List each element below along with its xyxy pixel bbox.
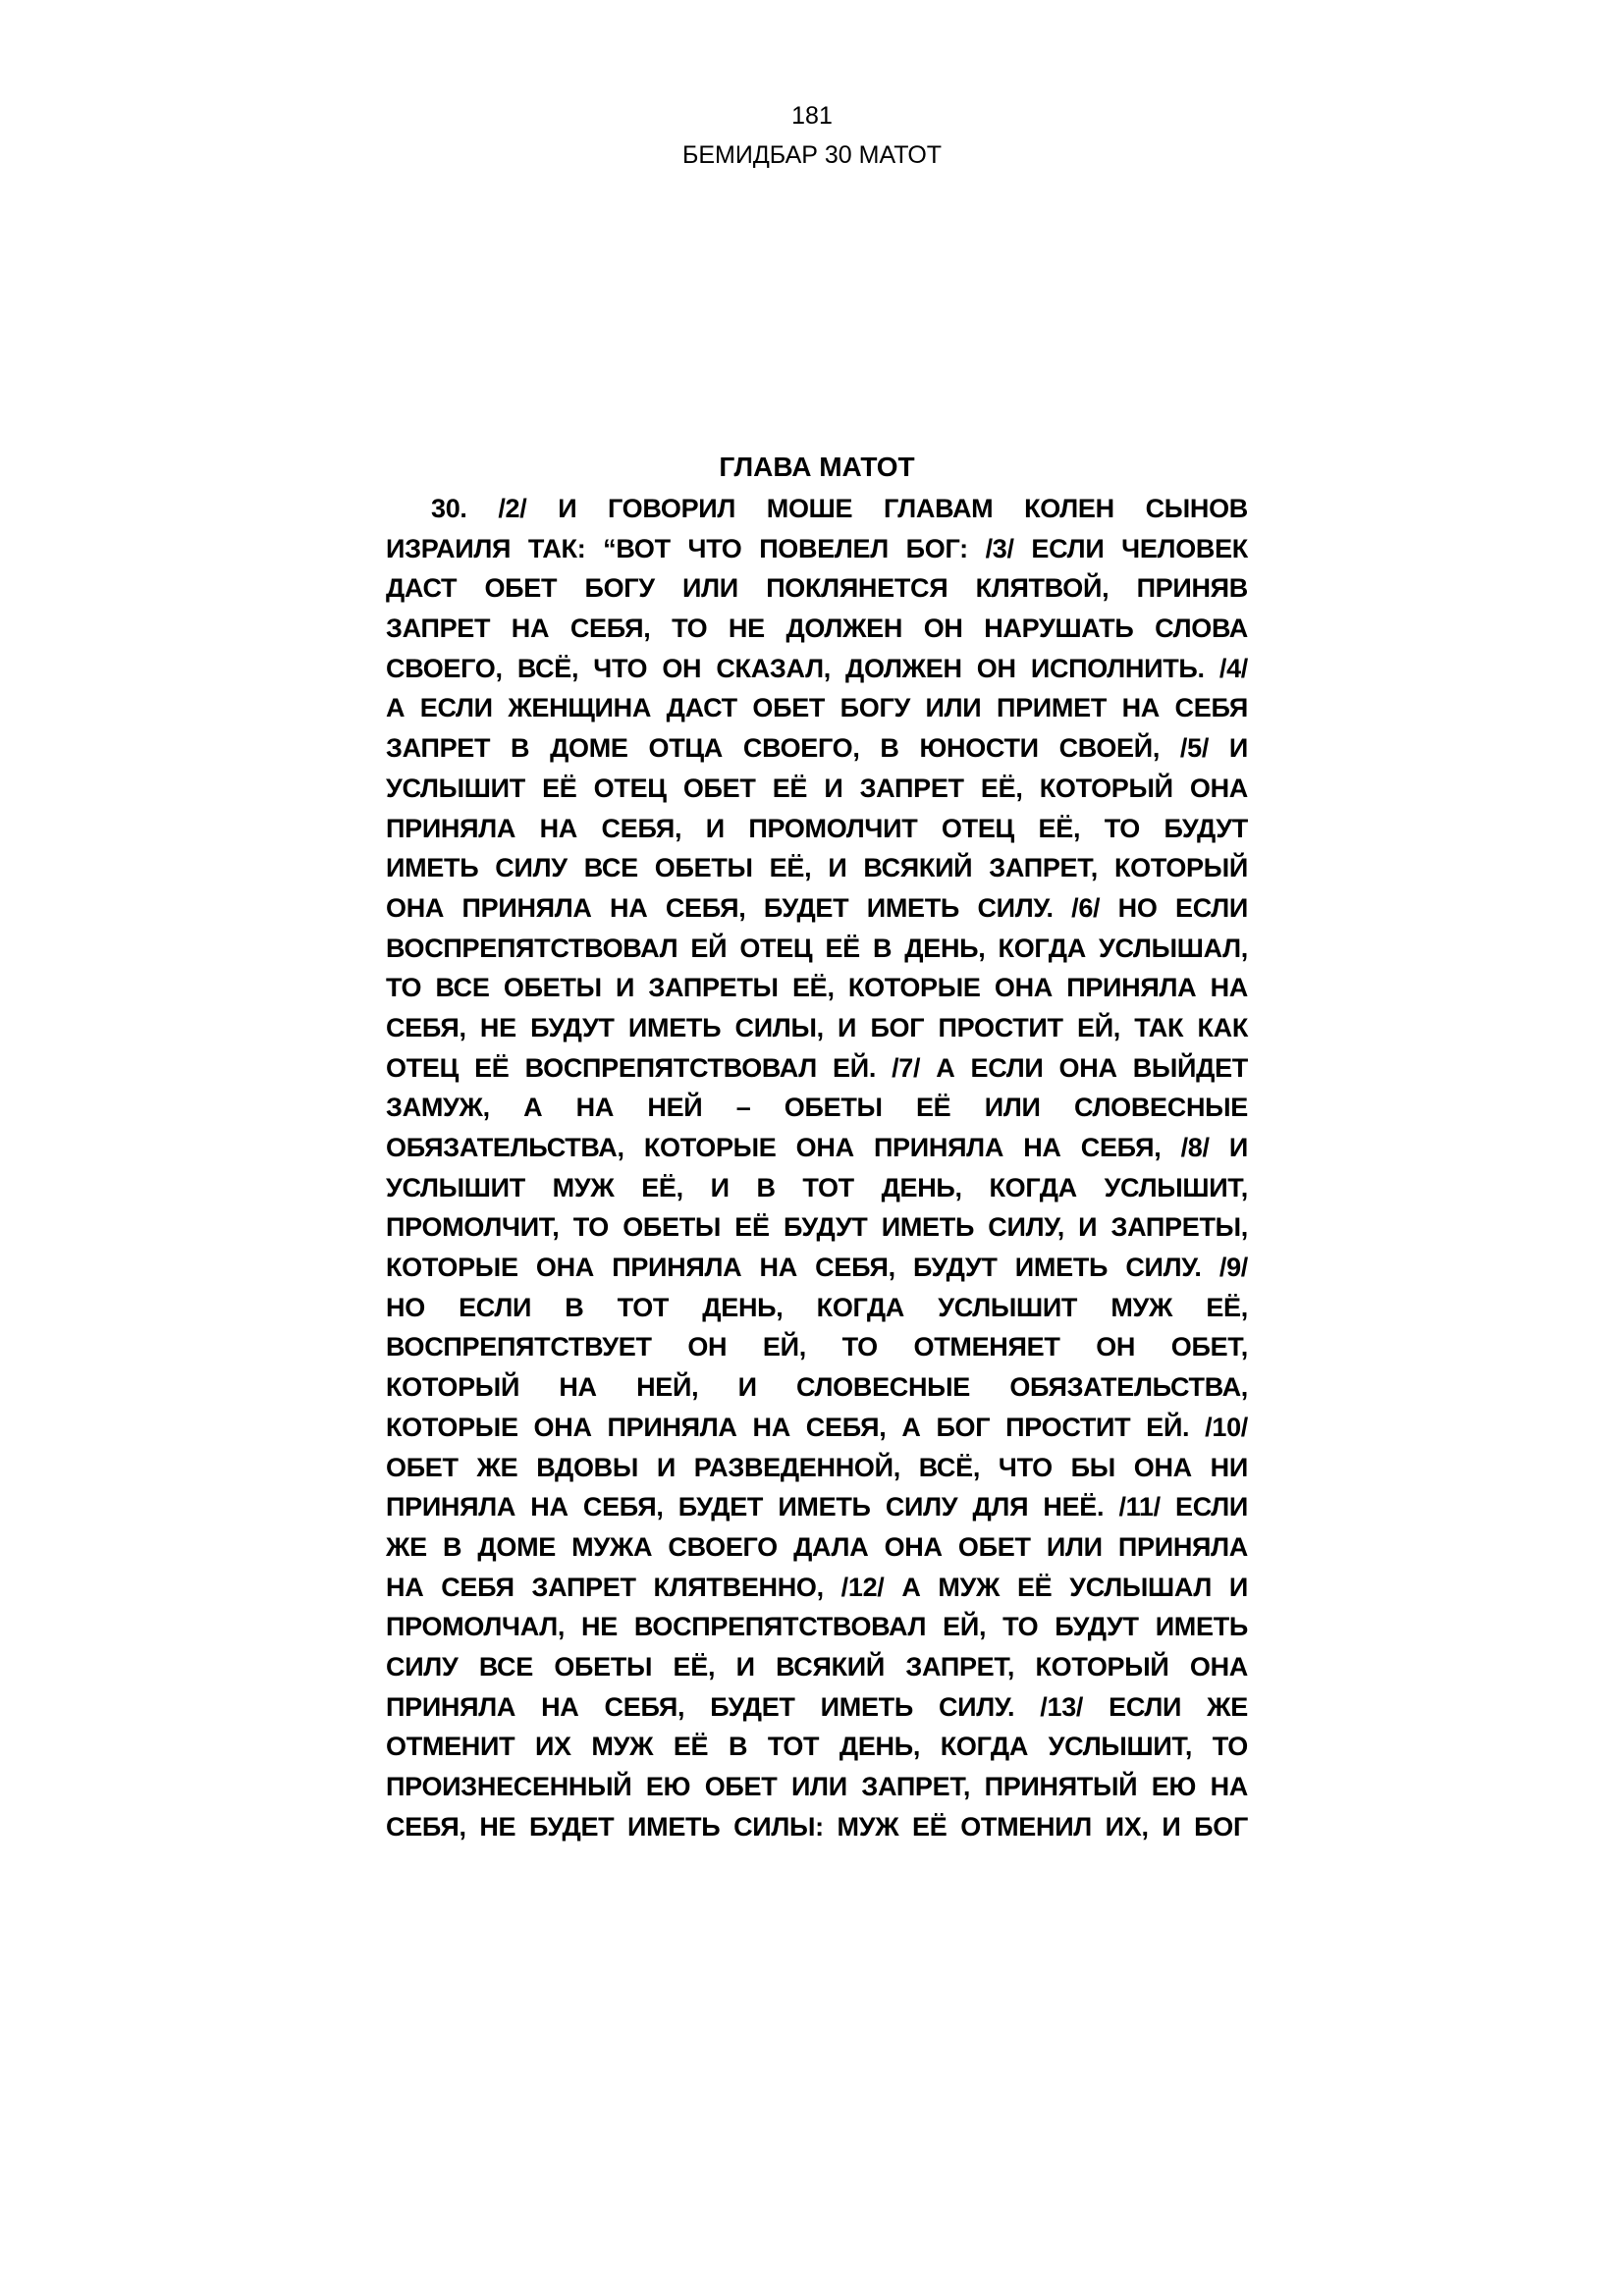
text-line: ЗАПРЕТ В ДОМЕ ОТЦА СВОЕГО, В ЮНОСТИ СВОЕЙ, /5/ И (386, 733, 1248, 764)
text-line: ЗАМУЖ, А НА НЕЙ – ОБЕТЫ ЕЁ ИЛИ СЛОВЕСНЫЕ (386, 1093, 1248, 1123)
chapter-title: ГЛАВА МАТОТ (719, 452, 915, 482)
text-line: СВОЕГО, ВСЁ, ЧТО ОН СКАЗАЛ, ДОЛЖЕН ОН ИСПОЛНИТЬ. /4/ (386, 653, 1248, 683)
text-line: А ЕСЛИ ЖЕНЩИНА ДАСТ ОБЕТ БОГУ ИЛИ ПРИМЕТ НА СЕБЯ (386, 693, 1248, 723)
text-line: ПРОМОЛЧИТ, ТО ОБЕТЫ ЕЁ БУДУТ ИМЕТЬ СИЛУ, И ЗАПРЕТЫ, (386, 1212, 1248, 1243)
text-line: ПРОИЗНЕСЕННЫЙ ЕЮ ОБЕТ ИЛИ ЗАПРЕТ, ПРИНЯТЫЙ ЕЮ НА (386, 1772, 1248, 1801)
text-line: УСЛЫШИТ МУЖ ЕЁ, И В ТОТ ДЕНЬ, КОГДА УСЛЫШИТ, (386, 1172, 1248, 1202)
text-line: УСЛЫШИТ ЕЁ ОТЕЦ ОБЕТ ЕЁ И ЗАПРЕТ ЕЁ, КОТОРЫЙ ОНА (386, 773, 1248, 803)
text-line: СИЛУ ВСЕ ОБЕТЫ ЕЁ, И ВСЯКИЙ ЗАПРЕТ, КОТОРЫЙ ОНА (386, 1651, 1248, 1682)
text-line: СЕБЯ, НЕ БУДЕТ ИМЕТЬ СИЛЫ: МУЖ ЕЁ ОТМЕНИЛ ИХ, И БОГ (386, 1811, 1248, 1842)
text-line: КОТОРЫЕ ОНА ПРИНЯЛА НА СЕБЯ, А БОГ ПРОСТИТ ЕЙ. /10/ (386, 1412, 1248, 1442)
text-line: ДАСТ ОБЕТ БОГУ ИЛИ ПОКЛЯНЕТСЯ КЛЯТВОЙ, ПРИНЯВ (386, 573, 1248, 604)
text-line: ОТМЕНИТ ИХ МУЖ ЕЁ В ТОТ ДЕНЬ, КОГДА УСЛЫШИТ, ТО (386, 1732, 1248, 1762)
text-line: ОТЕЦ ЕЁ ВОСПРЕПЯТСТВОВАЛ ЕЙ. /7/ А ЕСЛИ ОНА ВЫЙДЕТ (386, 1052, 1248, 1083)
body-text (386, 489, 1248, 1846)
text-line: ОБЯЗАТЕЛЬСТВА, КОТОРЫЕ ОНА ПРИНЯЛА НА СЕБЯ, /8/ И (386, 1133, 1248, 1162)
text-line: ПРИНЯЛА НА СЕБЯ, И ПРОМОЛЧИТ ОТЕЦ ЕЁ, ТО БУДУТ (386, 813, 1248, 843)
text-line: ВОСПРЕПЯТСТВОВАЛ ЕЙ ОТЕЦ ЕЁ В ДЕНЬ, КОГДА УСЛЫШАЛ, (386, 933, 1248, 963)
text-line: СЕБЯ, НЕ БУДУТ ИМЕТЬ СИЛЫ, И БОГ ПРОСТИТ ЕЙ, ТАК КАК (386, 1012, 1248, 1042)
text-line: ВОСПРЕПЯТСТВУЕТ ОН ЕЙ, ТО ОТМЕНЯЕТ ОН ОБЕТ, (386, 1332, 1248, 1362)
text-line: ИЗРАИЛЯ ТАК: “ВОТ ЧТО ПОВЕЛЕЛ БОГ: /3/ ЕСЛИ ЧЕЛОВЕК (386, 533, 1248, 563)
text-line: КОТОРЫЕ ОНА ПРИНЯЛА НА СЕБЯ, БУДУТ ИМЕТЬ СИЛУ. /9/ (386, 1253, 1248, 1283)
text-line: ИМЕТЬ СИЛУ ВСЕ ОБЕТЫ ЕЁ, И ВСЯКИЙ ЗАПРЕТ, КОТОРЫЙ (386, 853, 1248, 883)
text-line: ОНА ПРИНЯЛА НА СЕБЯ, БУДЕТ ИМЕТЬ СИЛУ. /6/ НО ЕСЛИ (386, 892, 1248, 923)
text-line: ЗАПРЕТ НА СЕБЯ, ТО НЕ ДОЛЖЕН ОН НАРУШАТЬ СЛОВА (386, 614, 1248, 644)
text-line: ПРИНЯЛА НА СЕБЯ, БУДЕТ ИМЕТЬ СИЛУ ДЛЯ НЕЁ. /11/ ЕСЛИ (386, 1492, 1248, 1522)
text-line: ТО ВСЕ ОБЕТЫ И ЗАПРЕТЫ ЕЁ, КОТОРЫЕ ОНА ПРИНЯЛА НА (386, 973, 1248, 1003)
text-line: КОТОРЫЙ НА НЕЙ, И СЛОВЕСНЫЕ ОБЯЗАТЕЛЬСТВА, (386, 1372, 1248, 1403)
text-line: ОБЕТ ЖЕ ВДОВЫ И РАЗВЕДЕННОЙ, ВСЁ, ЧТО БЫ ОНА НИ (386, 1452, 1248, 1482)
text-line: НО ЕСЛИ В ТОТ ДЕНЬ, КОГДА УСЛЫШИТ МУЖ ЕЁ, (386, 1292, 1248, 1322)
running-header: БЕМИДБАР 30 МАТОТ (681, 141, 943, 169)
text-line: ПРОМОЛЧАЛ, НЕ ВОСПРЕПЯТСТВОВАЛ ЕЙ, ТО БУДУТ ИМЕТЬ (386, 1612, 1248, 1642)
page-number: 181 (791, 102, 833, 130)
text-line: НА СЕБЯ ЗАПРЕТ КЛЯТВЕННО, /12/ А МУЖ ЕЁ УСЛЫШАЛ И (386, 1572, 1248, 1602)
text-line: ПРИНЯЛА НА СЕБЯ, БУДЕТ ИМЕТЬ СИЛУ. /13/ ЕСЛИ ЖЕ (386, 1691, 1248, 1722)
text-line: ЖЕ В ДОМЕ МУЖА СВОЕГО ДАЛА ОНА ОБЕТ ИЛИ ПРИНЯЛА (386, 1531, 1248, 1562)
text-line: 30. /2/ И ГОВОРИЛ МОШЕ ГЛАВАМ КОЛЕН СЫНОВ (431, 494, 1248, 523)
